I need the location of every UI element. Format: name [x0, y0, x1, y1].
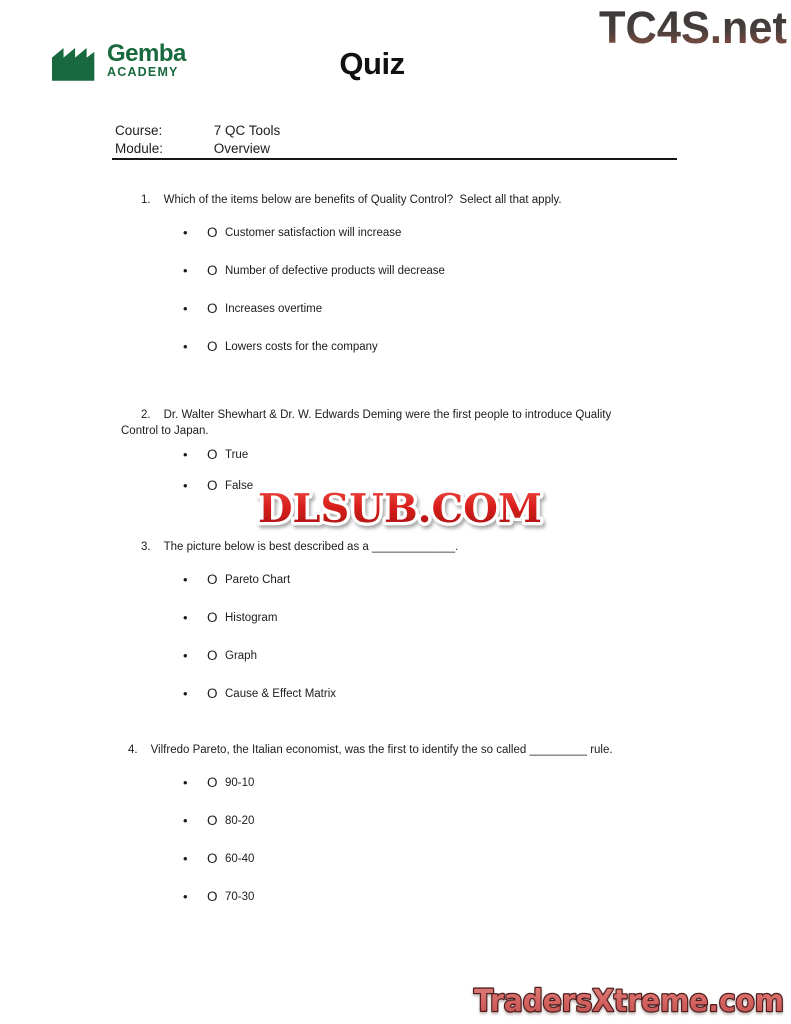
bullet-icon: • [183, 263, 188, 278]
logo-subtitle: ACADEMY [107, 65, 179, 79]
answer-option[interactable] [121, 572, 683, 588]
question-text-line2: Control to Japan. [121, 425, 209, 437]
module-row [115, 140, 280, 158]
tc4s-watermark-text: TC4S.net [599, 2, 788, 53]
radio-icon: O [207, 851, 218, 866]
option-label: Graph [225, 650, 257, 662]
bullet-icon: • [183, 889, 188, 904]
dlsub-watermark [250, 479, 550, 537]
tradersxtreme-watermark [462, 979, 790, 1023]
answer-option[interactable] [121, 889, 683, 905]
bullet-icon: • [183, 572, 188, 587]
answer-option[interactable] [121, 775, 683, 791]
radio-icon: O [207, 572, 218, 587]
bullet-icon: • [183, 447, 188, 462]
bullet-icon: • [183, 301, 188, 316]
radio-icon: O [207, 686, 218, 701]
question-text: 1. Which of the items below are benefits of Quality Control? Select all that apply. [141, 194, 562, 206]
answer-option[interactable] [121, 610, 683, 626]
quiz-question [121, 539, 683, 724]
course-row [115, 122, 280, 140]
option-label: 60-40 [225, 853, 255, 865]
radio-icon: O [207, 339, 218, 354]
radio-icon: O [207, 263, 218, 278]
answer-option[interactable] [121, 339, 683, 355]
option-label: Increases overtime [225, 303, 323, 315]
question-text: 4. Vilfredo Pareto, the Italian economist, was the first to identify the so called _________ rule. [128, 744, 613, 756]
options-list [121, 225, 683, 355]
dlsub-watermark-text: DLSUB.COM [258, 486, 542, 532]
question-number: 2. [141, 409, 151, 421]
radio-icon: O [207, 813, 218, 828]
bullet-icon: • [183, 686, 188, 701]
options-list [121, 775, 683, 905]
bullet-icon: • [183, 775, 188, 790]
course-value: 7 QC Tools [213, 123, 281, 138]
option-label: True [225, 449, 249, 461]
options-list [121, 572, 683, 702]
answer-option[interactable] [121, 686, 683, 702]
bullet-icon: • [183, 813, 188, 828]
module-label: Module: [115, 140, 164, 156]
question-number: 4. [128, 744, 138, 756]
quiz-question [121, 192, 683, 377]
bullet-icon: • [183, 610, 188, 625]
radio-icon: O [207, 301, 218, 316]
radio-icon: O [207, 478, 218, 493]
module-value: Overview [213, 140, 271, 156]
bullet-icon: • [183, 851, 188, 866]
logo-name: Gemba [107, 40, 186, 67]
course-label: Course: [115, 123, 163, 138]
answer-option[interactable] [121, 301, 683, 317]
option-label: Customer satisfaction will increase [225, 227, 402, 239]
radio-icon: O [207, 610, 218, 625]
bullet-icon: • [183, 478, 188, 493]
option-label: 90-10 [225, 777, 255, 789]
quiz-question [121, 742, 683, 927]
answer-option[interactable] [121, 813, 683, 829]
question-number: 3. [141, 541, 151, 553]
option-label: Histogram [225, 612, 278, 624]
answer-option[interactable] [121, 263, 683, 279]
radio-icon: O [207, 648, 218, 663]
bullet-icon: • [183, 339, 188, 354]
bullet-icon: • [183, 648, 188, 663]
page-title: Quiz [339, 46, 405, 81]
question-number: 1. [141, 194, 151, 206]
option-label: Number of defective products will decrease [225, 265, 445, 277]
question-text: 3. The picture below is best described as a _____________. [141, 541, 459, 553]
option-label: Pareto Chart [225, 574, 291, 586]
course-info [115, 122, 280, 157]
question-text: 2. Dr. Walter Shewhart & Dr. W. Edwards Deming were the first people to introduce Quality Control to Japan. [121, 407, 683, 439]
option-label: 80-20 [225, 815, 255, 827]
answer-option[interactable] [121, 225, 683, 241]
radio-icon: O [207, 889, 218, 904]
option-label: Cause & Effect Matrix [225, 688, 336, 700]
option-label: 70-30 [225, 891, 255, 903]
radio-icon: O [207, 447, 218, 462]
header-divider [112, 158, 677, 160]
answer-option[interactable] [121, 851, 683, 867]
bullet-icon: • [183, 225, 188, 240]
radio-icon: O [207, 775, 218, 790]
tradersxtreme-watermark-text: TradersXtreme.com [474, 984, 784, 1019]
option-label: False [225, 480, 254, 492]
option-label: Lowers costs for the company [225, 341, 378, 353]
answer-option[interactable] [121, 447, 683, 463]
answer-option[interactable] [121, 648, 683, 664]
radio-icon: O [207, 225, 218, 240]
tc4s-watermark [593, 1, 789, 55]
